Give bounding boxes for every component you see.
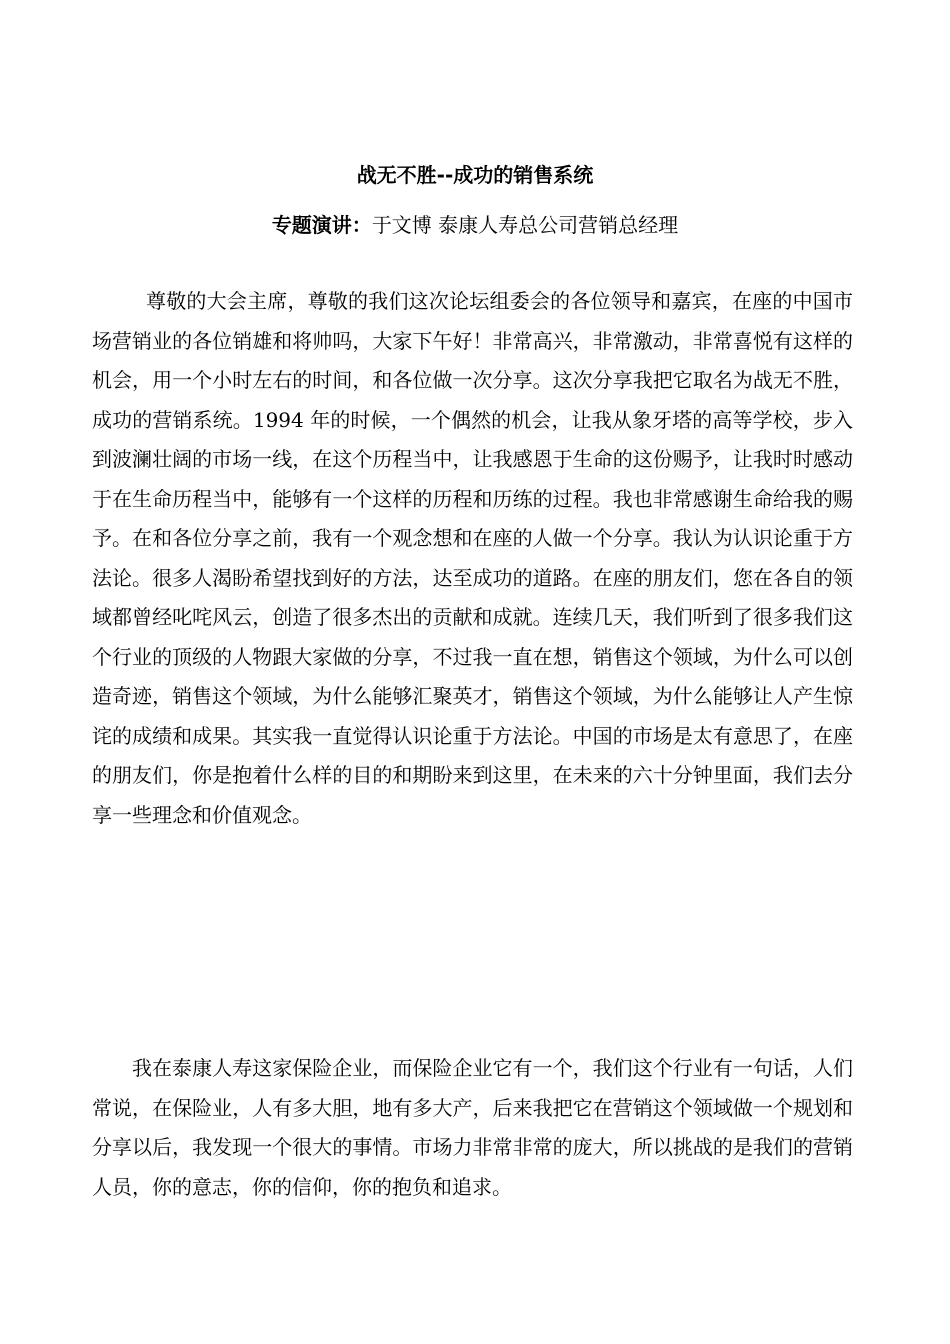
- subtitle-label: 专题演讲：: [271, 213, 372, 237]
- document-title: 战无不胜--成功的销售系统: [356, 163, 594, 187]
- document-subtitle: [0, 209, 950, 241]
- body-paragraph: 尊敬的大会主席，尊敬的我们这次论坛组委会的各位领导和嘉宾，在座的中国市场营销业的各位销雄和将帅吗，大家下午好！非常高兴，非常激动，非常喜悦有这样的机会，用一个小时左右的时间，和各位做一次分享。这次分享我把它取名为战无不胜，成功的营销系统。1994 年的时候，一个偶然的机会，让我从象牙塔的高等学校，步入到波澜壮阔的市场一线，在这个历程当中，让我感恩于生命的这份赐予，让我时时感动于在生命历程当中，能够有一个这样的历程和历练的过程。我也非常感谢生命给我的赐予。在和各位分享之前，我有一个观念想和在座的人做一个分享。我认为认识论重于方法论。很多人渴盼希望找到好的方法，达至成功的道路。在座的朋友们，您在各自的领域都曾经叱咤风云，创造了很多杰出的贡献和成就。连续几天，我们听到了很多我们这个行业的顶级的人物跟大家做的分享，不过我一直在想，销售这个领域，为什么可以创造奇迹，销售这个领域，为什么能够汇聚英才，销售这个领域，为什么能够让人产生惊诧的成绩和成果。其实我一直觉得认识论重于方法论。中国的市场是太有意思了，在座的朋友们，你是抱着什么样的目的和期盼来到这里，在未来的六十分钟里面，我们去分享一些理念和价值观念。: [92, 289, 853, 827]
- subtitle-speaker: 于文博 泰康人寿总公司营销总经理: [371, 213, 679, 237]
- body-paragraph: 我在泰康人寿这家保险企业，而保险企业它有一个，我们这个行业有一句话，人们常说，在保险业，人有多大胆，地有多大产，后来我把它在营销这个领域做一个规划和分享以后，我发现一个很大的事情。市场力非常非常的庞大，所以挑战的是我们的营销人员，你的意志，你的信仰，你的抱负和追求。: [92, 1056, 853, 1199]
